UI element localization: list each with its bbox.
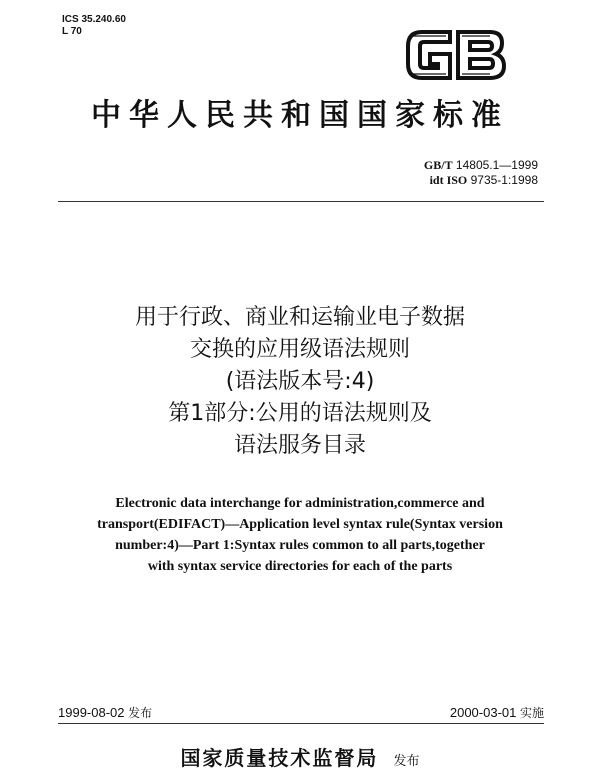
- english-title-line: number:4)—Part 1:Syntax rules common to all parts,together: [115, 538, 485, 553]
- classification-codes: [62, 14, 126, 38]
- ccs-code: L 70: [62, 26, 82, 37]
- chinese-title-line: 语法服务目录: [233, 433, 366, 458]
- issue-date: [58, 704, 152, 721]
- english-title-line: transport(EDIFACT)—Application level syntax rule(Syntax version: [97, 517, 503, 532]
- gb-number: 14805.1—1999: [455, 158, 538, 172]
- national-standard-title: 中华人民共和国国家标准: [91, 98, 509, 133]
- ics-code: ICS 35.240.60: [62, 14, 126, 25]
- english-title-line: with syntax service directories for each of the parts: [147, 559, 453, 574]
- gb-logo-icon: [404, 26, 508, 84]
- publisher-action: 发布: [393, 754, 420, 769]
- gb-number-line: [424, 158, 538, 173]
- standard-number-block: [424, 158, 538, 188]
- english-title-line: Electronic data interchange for administration,commerce and: [115, 496, 485, 511]
- chinese-title-line: (语法版本号:4): [225, 369, 375, 394]
- effective-date-label: 实施: [519, 706, 544, 720]
- top-divider: [58, 201, 544, 202]
- gb-number-prefix: GB/T: [423, 158, 453, 172]
- english-title: [40, 493, 560, 577]
- chinese-title: [0, 302, 600, 462]
- effective-date: [450, 704, 544, 721]
- publisher-name: 国家质量技术监督局: [180, 746, 379, 770]
- chinese-title-line: 用于行政、商业和运输业电子数据: [134, 305, 465, 330]
- bottom-divider: [58, 723, 544, 724]
- issue-date-label: 发布: [128, 706, 153, 720]
- effective-date-value: 2000-03-01: [449, 705, 517, 720]
- idt-number-line: [424, 173, 538, 188]
- chinese-title-line: 第1部分:公用的语法规则及: [168, 401, 432, 426]
- idt-prefix: idt ISO: [429, 173, 468, 187]
- idt-number: 9735-1:1998: [470, 173, 538, 187]
- publisher: [0, 742, 600, 771]
- issue-date-value: 1999-08-02: [58, 705, 125, 720]
- chinese-title-line: 交换的应用级语法规则: [189, 337, 410, 362]
